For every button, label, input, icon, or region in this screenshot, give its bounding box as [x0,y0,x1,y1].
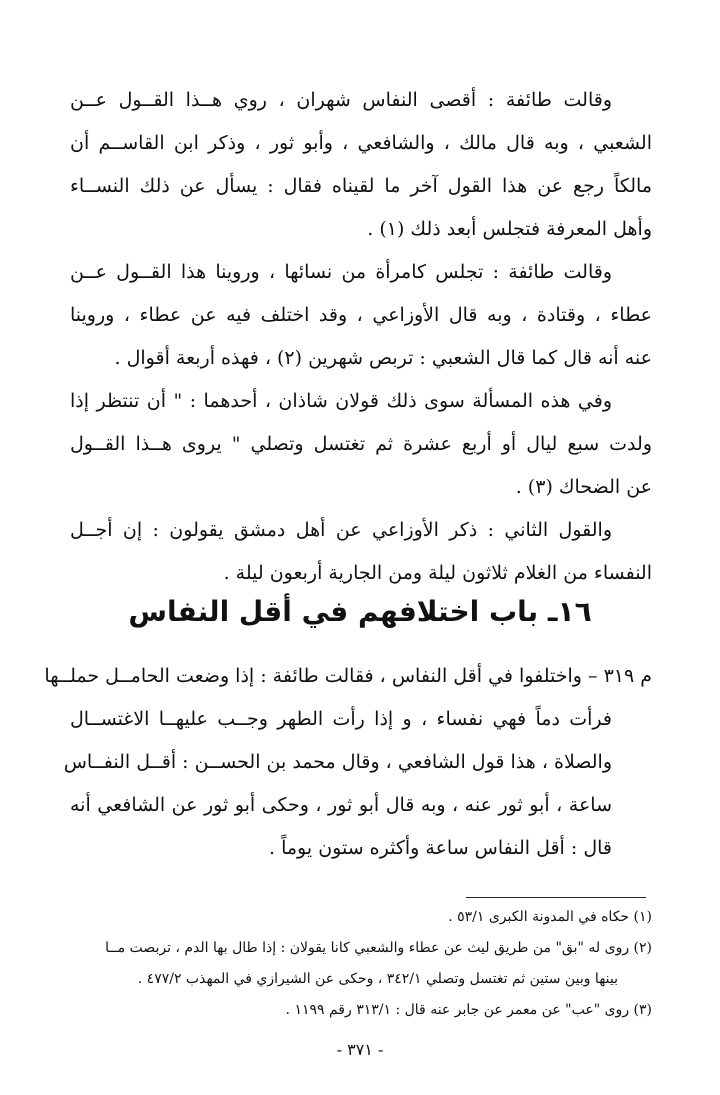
text-line: عطاء ، وقتادة ، وبه قال الأوزاعي ، وقد اختلف فيه عن عطاء ، وروينا [70,304,652,326]
text-line: والقول الثاني : ذكر الأوزاعي عن أهل دمشق يقولون : إن أجــل [70,519,612,541]
text-line: عن الضحاك (٣) . [515,476,652,498]
text-line: وقالت طائفة : تجلس كامرأة من نسائها ، وروينا هذا القــول عــن [70,261,612,283]
text-line: النفساء من الغلام ثلاثون ليلة ومن الجارية أربعون ليلة . [223,562,652,584]
footnote-divider [466,897,646,898]
footnote: (٢) روى له "بق" من طريق ليث عن عطاء والشعبي كانا يقولان : إذا طال بها الدم ، تربصت مــا [105,940,652,956]
body-text-section-2 [44,655,652,870]
body-text-section-1 [70,79,652,595]
text-line: مالكاً رجع عن هذا القول آخر ما لقيناه فقال : يسأل عن ذلك النســاء [70,175,652,197]
footnotes [70,902,652,1026]
footnote: (١) حكاه في المدونة الكبرى ٥٣/١ . [448,909,652,925]
text-line: قال : أقل النفاس ساعة وأكثره ستون يوماً . [269,837,612,859]
text-line: ساعة ، أبو ثور عنه ، وبه قال أبو ثور ، وحكى أبو ثور عن الشافعي أنه [70,794,612,816]
text-line: الشعبي ، وبه قال مالك ، والشافعي ، وأبو ثور ، وذكر ابن القاســم أن [70,132,652,154]
chapter-heading: ١٦ـ باب اختلافهم في أقل النفاس [128,595,592,628]
text-line: وقالت طائفة : أقصى النفاس شهران ، روي هــذا القــول عــن [70,89,612,111]
text-line: ولدت سبع ليال أو أربع عشرة ثم تغتسل وتصلي " يروى هــذا القــول [70,433,652,455]
text-line-content: – واختلفوا في أقل النفاس ، فقالت طائفة : إذا وضعت الحامــل حملــها [44,665,598,687]
masala-number: م ٣١٩ [603,665,652,687]
text-line: فرأت دماً فهي نفساء ، و إذا رأت الطهر وجــب عليهــا الاغتســال [70,708,612,730]
text-line: والصلاة ، هذا قول الشافعي ، وقال محمد بن الحســن : أقــل النفــاس [63,751,612,773]
text-line: وفي هذه المسألة سوى ذلك قولان شاذان ، أحدهما : " أن تنتظر إذا [70,390,612,412]
page-number: - ٣٧١ - [336,1040,384,1059]
text-line: عنه أنه قال كما قال الشعبي : تربص شهرين (٢) ، فهذه أربعة أقوال . [114,347,652,369]
text-line: وأهل المعرفة فتجلس أبعد ذلك (١) . [367,218,652,240]
footnote-continuation: بينها وبين ستين ثم تغتسل وتصلي ٣٤٢/١ ، وحكى عن الشيرازي في المهذب ٤٧٧/٢ . [137,971,618,987]
text-line [44,655,652,698]
footnote: (٣) روى "عب" عن معمر عن جابر عنه قال : ٣١٣/١ رقم ١١٩٩ . [285,1002,652,1018]
